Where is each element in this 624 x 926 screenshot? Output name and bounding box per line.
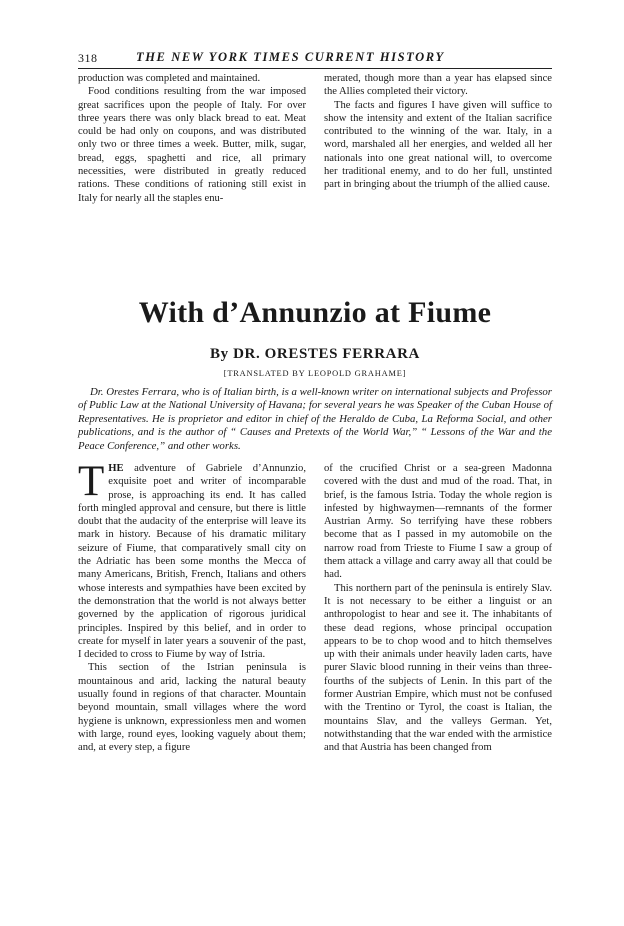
body-right-paragraph-1: of the crucified Christ or a sea-green Madonna covered with the dust and mud of the road. That, in brief, is the famous Istria. Today the whole region is infested by highwaymen—remnants of the former Austrian Army. So terrifying have these robbers become that as I passed in my automobile on the narrow road from Trieste to Fiume I saw a group of them attack a village and carry away all that could be had. — [324, 463, 552, 581]
top-right-paragraph: The facts and figures I have given will suffice to show the intensity and extent of the Italian sacrifice contributed to the winning of the war. Italy, in a word, marshaled all her energies, and welded all her nationals into one great national will, to overcome her traditional enemy, and to do her full, unstinted part in bringing about the triumph of the allied cause. — [324, 99, 552, 191]
intro-paragraph: Dr. Orestes Ferrara, who is of Italian birth, is a well-known writer on international subjects and Professor of Public Law at the National University of Havana; for several years he was Speaker of the Cuban House of Representatives. He is proprietor and editor in chief of the Heraldo de Cuba, La Reforma Social, and other publications, and is the author of “ Causes and Pretexts of the World War,” “ Lessons of the War and the Peace Conference,” and other works. — [78, 386, 552, 452]
article-title: With d’Annunzio at Fiume — [138, 296, 492, 329]
drop-cap: T — [78, 458, 105, 505]
article-byline: By DR. ORESTES FERRARA — [210, 346, 420, 362]
body-right-paragraph-2: This northern part of the peninsula is entirely Slav. It is not necessary to be either a linguist or an anthropologist to hear and see it. The inhabitants of these dead regions, whose principal occupation appears to be to chop wood and to hitch themselves up with their animals under heavily laden carts, have purer Slavic blood running in their veins than three-fourths of the subjects of Lenin. In this part of the former Austrian Empire, which must not be confused with the Trentino or Tyrol, the coast is Italian, the mountains Slav, and the valleys German. Yet, notwithstanding that the war ended with the armistice and that Austria has been changed from — [324, 582, 552, 754]
body-left-paragraph-1 — [78, 458, 306, 661]
top-right-column — [324, 72, 552, 192]
body-left-column — [78, 458, 306, 755]
page-number: 318 — [78, 51, 98, 65]
first-word: HE — [108, 463, 124, 474]
top-left-paragraph-1: production was completed and maintained. — [78, 73, 261, 84]
running-head — [78, 50, 552, 69]
article-intro — [78, 386, 552, 453]
body-right-column — [324, 462, 552, 755]
translator-credit: [TRANSLATED BY LEOPOLD GRAHAME] — [223, 369, 407, 378]
journal-title: THE NEW YORK TIMES CURRENT HISTORY — [136, 50, 445, 64]
body-left-paragraph-2: This section of the Istrian peninsula is mountainous and arid, lacking the natural beauty usually found in regions of that character. Mountain beyond mountain, small villages where the word hygiene is unknown, expressionless men and women with large, round eyes, looking vaguely about them; and, at every step, a figure — [78, 662, 306, 754]
body-left-paragraph-1-text: adventure of Gabriele d’Annunzio, exquisite poet and writer of incomparable prose, is approaching its end. It has called forth mingled approval and censure, but there is little doubt that the audacity of the enterprise will leave its mark in history. Because of his dramatic military seizure of Fiume, that comparatively small city on the Adriatic has been some months the Mecca of many Americans, British, French, Italians and others whose interests and sympathies have been excited by the demonstration that the world is not always better governed by the application of rigorous juridical principles. Inspired by this belief, and in order to create for myself in later years a souvenir of the past, I decided to cross to Fiume by way of Istria. — [78, 463, 306, 661]
top-left-paragraph-2: Food conditions resulting from the war imposed great sacrifices upon the people of Italy. For over three years there was only black bread to eat. Meat could be had only on coupons, and was distributed only two or three times a week. Butter, milk, sugar, bread, eggs, spaghetti and rice, all primary necessities, were distributed in greatly reduced rations. These conditions of rationing still exist in Italy for nearly all the staples enu- — [78, 86, 306, 204]
top-left-column — [78, 72, 306, 205]
top-right-continuation: merated, though more than a year has elapsed since the Allies completed their victory. — [324, 73, 552, 98]
